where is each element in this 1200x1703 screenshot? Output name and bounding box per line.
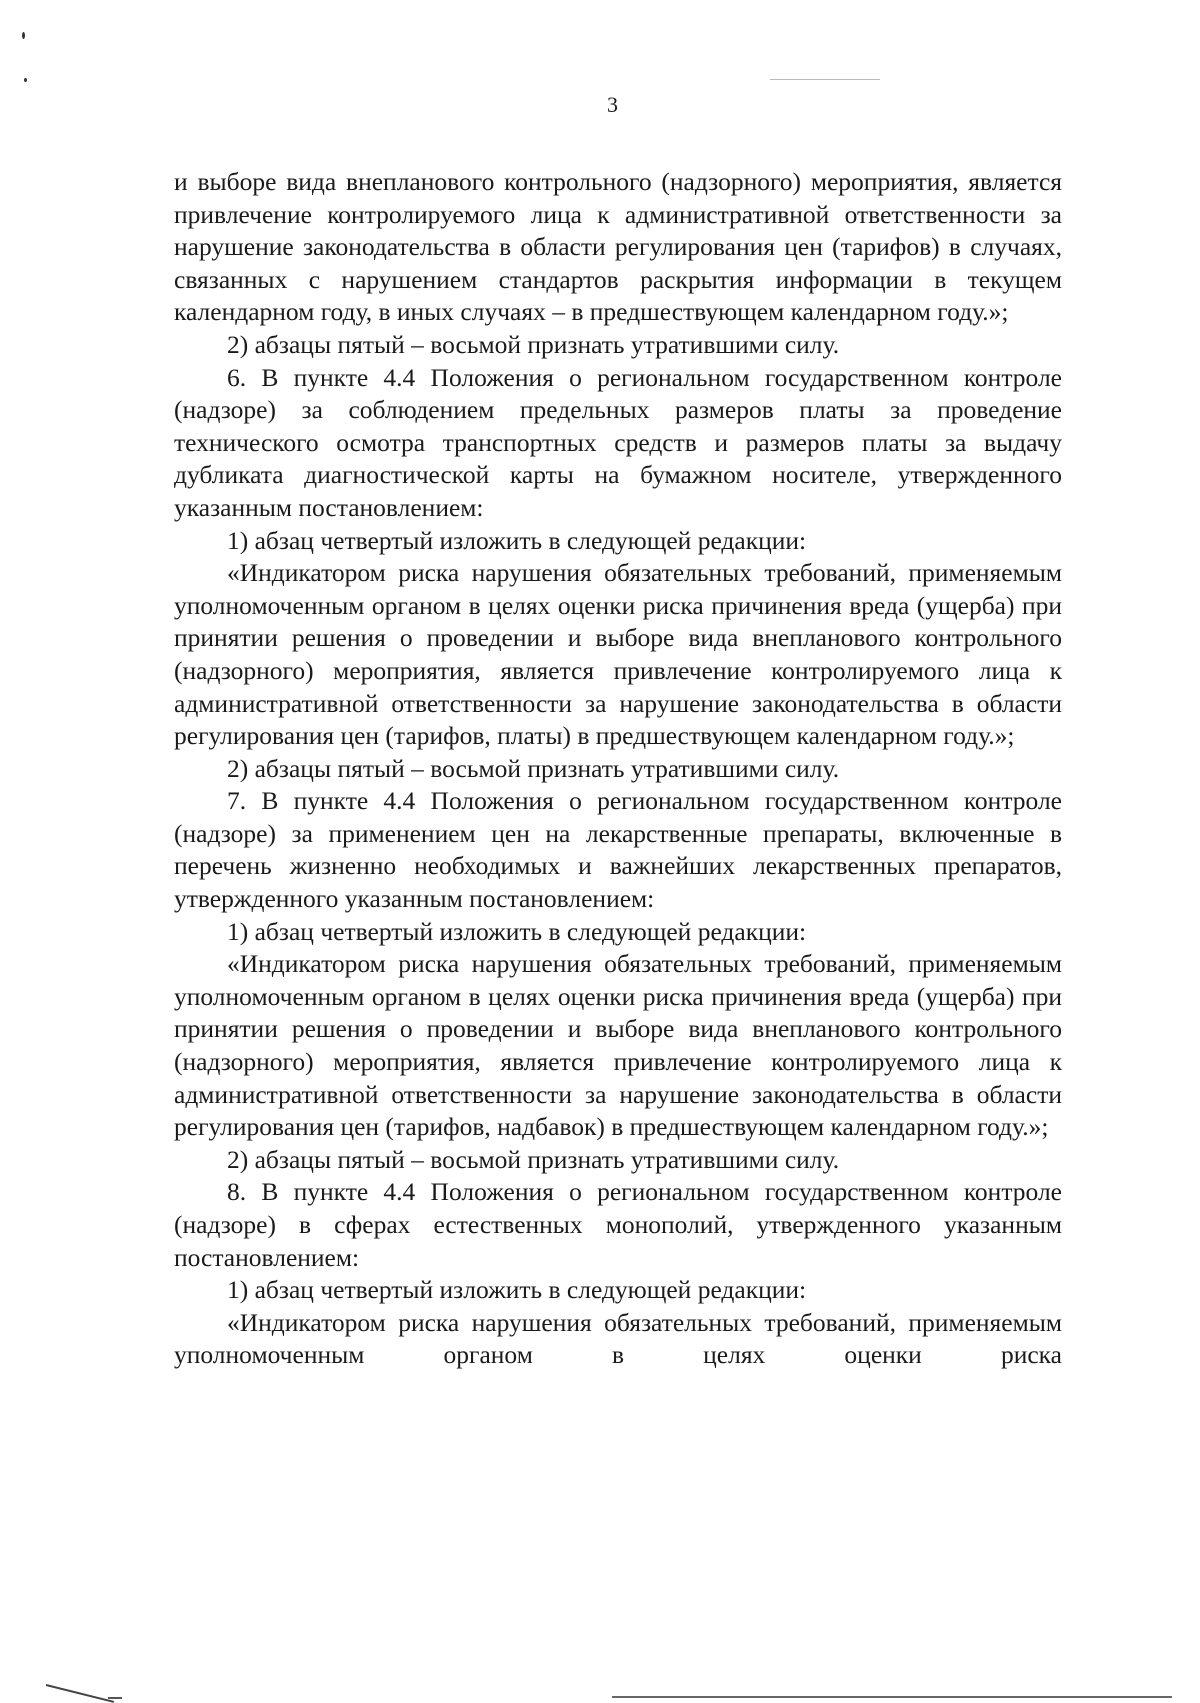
scan-artifact-line (612, 1696, 1172, 1698)
scan-speck (22, 32, 25, 39)
paragraph: «Индикатором риска нарушения обязательных требований, применяемым уполномоченным органом в целях оценки риска причинения вреда (ущерба) при принятии решения о проведении и выборе вида внепланового контрольного (надзорного) мероприятия, является привлечение контролируемого лица к административной ответственности за нарушение законодательства в области регулирования цен (тарифов, платы) в предшествующем календарном году.»; (174, 558, 1062, 751)
body-text (174, 166, 1062, 1372)
paragraph: 1) абзац четвертый изложить в следующей редакции: (227, 525, 807, 555)
scan-speck (24, 78, 27, 82)
paragraph: и выборе вида внепланового контрольного (надзорного) мероприятия, является привлечение контролируемого лица к административной ответственности за нарушение законодательства в области регулирования цен (тарифов) в случаях, связанных с нарушением стандартов раскрытия информации в текущем календарном году, в иных случаях – в предшествующем календарном году.»; (174, 167, 1062, 327)
scan-artifact-mark (108, 1697, 122, 1699)
scan-artifact-line (770, 79, 880, 80)
paragraph: 2) абзацы пятый – восьмой признать утратившими силу. (227, 1144, 840, 1174)
paragraph: 1) абзац четвертый изложить в следующей редакции: (227, 1275, 807, 1305)
paragraph: 6. В пункте 4.4 Положения о региональном государственном контроле (надзоре) за соблюдением предельных размеров платы за проведение технического осмотра транспортных средств и размеров платы за выдачу дубликата диагностической карты на бумажном носителе, утвержденного указанным постановлением: (174, 362, 1062, 522)
paragraph: 2) абзацы пятый – восьмой признать утратившими силу. (227, 753, 840, 783)
paragraph: 2) абзацы пятый – восьмой признать утратившими силу. (227, 329, 840, 359)
paragraph: 1) абзац четвертый изложить в следующей редакции: (227, 916, 807, 946)
scan-artifact-mark (46, 1684, 114, 1703)
paragraph: «Индикатором риска нарушения обязательных требований, применяемым уполномоченным органом в целях оценки риска (174, 1307, 1062, 1370)
paragraph: «Индикатором риска нарушения обязательных требований, применяемым уполномоченным органом в целях оценки риска причинения вреда (ущерба) при принятии решения о проведении и выборе вида внепланового контрольного (надзорного) мероприятия, является привлечение контролируемого лица к административной ответственности за нарушение законодательства в области регулирования цен (тарифов, надбавок) в предшествующем календарном году.»; (174, 949, 1062, 1142)
paragraph: 8. В пункте 4.4 Положения о региональном государственном контроле (надзоре) в сферах естественных монополий, утвержденного указанным постановлением: (174, 1177, 1062, 1272)
page-number: 3 (607, 92, 618, 117)
paragraph: 7. В пункте 4.4 Положения о региональном государственном контроле (надзоре) за применением цен на лекарственные препараты, включенные в перечень жизненно необходимых и важнейших лекарственных препаратов, утвержденного указанным постановлением: (174, 786, 1062, 914)
